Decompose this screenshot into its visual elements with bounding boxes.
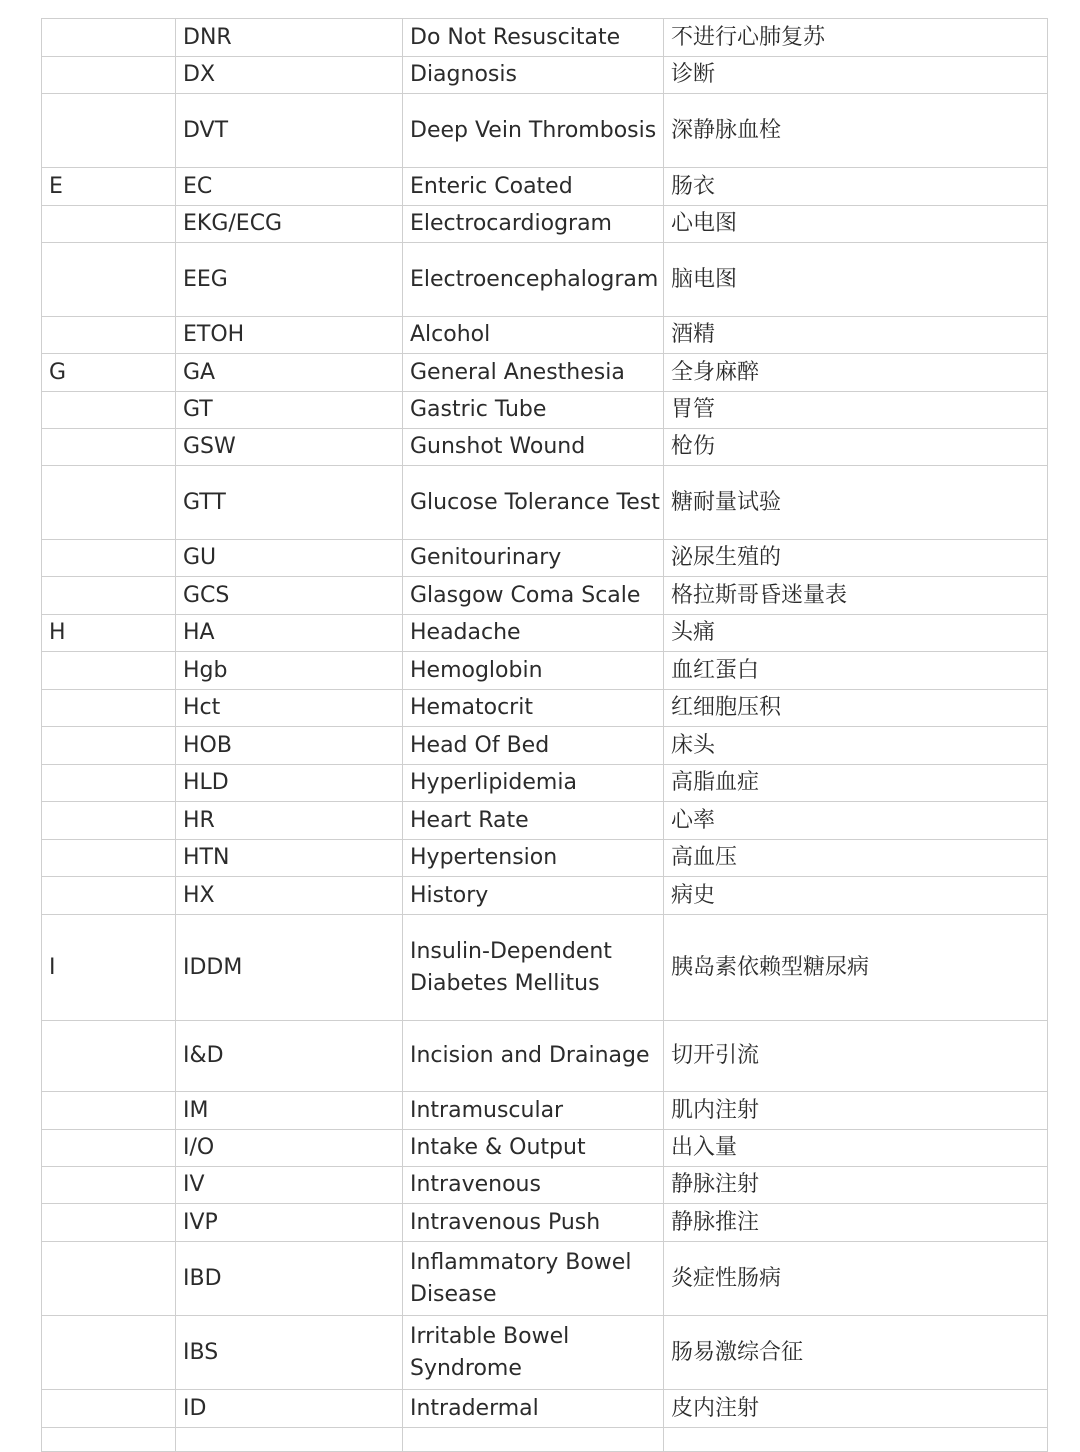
abbreviation-cell: GU [176, 540, 403, 577]
letter-cell [42, 94, 176, 168]
letter-cell [42, 1204, 176, 1242]
letter-cell [42, 317, 176, 354]
chinese-cell: 静脉推注 [664, 1204, 1048, 1242]
chinese-cell: 肠衣 [664, 168, 1048, 206]
abbreviation-cell: HTN [176, 840, 403, 877]
abbreviation-cell: IBD [176, 1242, 403, 1316]
table-row [42, 429, 1048, 466]
table-row [42, 466, 1048, 540]
abbreviation-cell: Hgb [176, 652, 403, 690]
table-row [42, 94, 1048, 168]
letter-cell [42, 802, 176, 840]
chinese-cell: 出入量 [664, 1130, 1048, 1167]
chinese-cell: 糖耐量试验 [664, 466, 1048, 540]
term-cell: Inflammatory Bowel Disease [403, 1242, 664, 1316]
letter-cell [42, 540, 176, 577]
abbreviation-cell: DVT [176, 94, 403, 168]
table-row [42, 915, 1048, 1021]
chinese-cell: 不进行心肺复苏 [664, 19, 1048, 57]
table-row [42, 1390, 1048, 1428]
abbreviation-cell: GT [176, 392, 403, 429]
letter-cell [42, 877, 176, 915]
abbreviation-cell: DX [176, 57, 403, 94]
table-row [42, 57, 1048, 94]
letter-cell [42, 1130, 176, 1167]
abbreviation-cell: DNR [176, 19, 403, 57]
term-cell: Intravenous [403, 1167, 664, 1204]
letter-cell [42, 392, 176, 429]
table-row [42, 727, 1048, 765]
chinese-cell: 病史 [664, 877, 1048, 915]
chinese-cell: 心电图 [664, 206, 1048, 243]
term-cell: Genitourinary [403, 540, 664, 577]
term-cell: History [403, 877, 664, 915]
letter-cell [42, 1021, 176, 1092]
term-cell: Head Of Bed [403, 727, 664, 765]
table-row [42, 615, 1048, 652]
abbreviation-cell: IVP [176, 1204, 403, 1242]
letter-cell [42, 652, 176, 690]
table-row [42, 765, 1048, 802]
chinese-cell: 床头 [664, 727, 1048, 765]
abbreviation-cell: EKG/ECG [176, 206, 403, 243]
letter-cell [42, 1390, 176, 1428]
term-cell: Glucose Tolerance Test [403, 466, 664, 540]
abbreviation-cell: EC [176, 168, 403, 206]
term-cell: Irritable Bowel Syndrome [403, 1316, 664, 1390]
chinese-cell: 全身麻醉 [664, 354, 1048, 392]
table-row [42, 206, 1048, 243]
term-cell: Electrocardiogram [403, 206, 664, 243]
table-row [42, 1316, 1048, 1390]
chinese-cell: 红细胞压积 [664, 690, 1048, 727]
letter-cell: I [42, 915, 176, 1021]
term-cell: Do Not Resuscitate [403, 19, 664, 57]
chinese-cell: 肠易激综合征 [664, 1316, 1048, 1390]
table-row [42, 317, 1048, 354]
abbreviation-cell: GSW [176, 429, 403, 466]
table-row [42, 840, 1048, 877]
abbreviation-cell: I/O [176, 1130, 403, 1167]
letter-cell [42, 1316, 176, 1390]
abbreviation-cell: I&D [176, 1021, 403, 1092]
letter-cell [42, 466, 176, 540]
term-cell: General Anesthesia [403, 354, 664, 392]
term-cell: Electroencephalogram [403, 243, 664, 317]
term-cell: Hypertension [403, 840, 664, 877]
abbreviation-cell: GTT [176, 466, 403, 540]
table-row [42, 1167, 1048, 1204]
table-row [42, 802, 1048, 840]
abbreviation-cell: HX [176, 877, 403, 915]
chinese-cell: 枪伤 [664, 429, 1048, 466]
abbreviation-cell: GA [176, 354, 403, 392]
chinese-cell: 头痛 [664, 615, 1048, 652]
letter-cell [42, 1092, 176, 1130]
term-cell: Incision and Drainage [403, 1021, 664, 1092]
abbreviation-cell: EEG [176, 243, 403, 317]
table-row [42, 577, 1048, 615]
term-cell: Intramuscular [403, 1092, 664, 1130]
chinese-cell: 心率 [664, 802, 1048, 840]
letter-cell [42, 1167, 176, 1204]
term-cell: Heart Rate [403, 802, 664, 840]
abbreviation-cell: GCS [176, 577, 403, 615]
abbreviation-cell: IV [176, 1167, 403, 1204]
chinese-cell: 皮内注射 [664, 1390, 1048, 1428]
abbreviation-cell: HR [176, 802, 403, 840]
term-cell: Deep Vein Thrombosis [403, 94, 664, 168]
term-cell: Gunshot Wound [403, 429, 664, 466]
table-row [42, 19, 1048, 57]
table-row [42, 1021, 1048, 1092]
table-row [42, 540, 1048, 577]
abbreviation-cell: IBS [176, 1316, 403, 1390]
chinese-cell: 高脂血症 [664, 765, 1048, 802]
letter-cell [42, 727, 176, 765]
chinese-cell: 酒精 [664, 317, 1048, 354]
term-cell: Hemoglobin [403, 652, 664, 690]
chinese-cell: 血红蛋白 [664, 652, 1048, 690]
chinese-cell: 高血压 [664, 840, 1048, 877]
table-row [42, 354, 1048, 392]
abbreviation-sheet [41, 18, 1047, 1452]
term-cell: Gastric Tube [403, 392, 664, 429]
table-row [42, 652, 1048, 690]
abbreviation-cell: ETOH [176, 317, 403, 354]
term-cell: Hyperlipidemia [403, 765, 664, 802]
abbreviation-cell: HLD [176, 765, 403, 802]
letter-cell [42, 429, 176, 466]
abbreviation-cell: ID [176, 1390, 403, 1428]
letter-cell: H [42, 615, 176, 652]
table-row [42, 1242, 1048, 1316]
letter-cell [42, 57, 176, 94]
abbreviation-cell: HOB [176, 727, 403, 765]
term-cell: Alcohol [403, 317, 664, 354]
table-row [42, 168, 1048, 206]
chinese-cell: 格拉斯哥昏迷量表 [664, 577, 1048, 615]
abbreviation-table [41, 18, 1048, 1452]
term-cell: Intake & Output [403, 1130, 664, 1167]
letter-cell [42, 19, 176, 57]
table-row [42, 877, 1048, 915]
letter-cell [42, 577, 176, 615]
abbreviation-cell: IM [176, 1092, 403, 1130]
term-cell: Insulin-Dependent Diabetes Mellitus [403, 915, 664, 1021]
letter-cell [42, 206, 176, 243]
chinese-cell: 诊断 [664, 57, 1048, 94]
letter-cell [42, 243, 176, 317]
chinese-cell: 泌尿生殖的 [664, 540, 1048, 577]
term-cell: Diagnosis [403, 57, 664, 94]
abbreviation-cell: IDDM [176, 915, 403, 1021]
table-row [42, 1130, 1048, 1167]
abbreviation-cell: Hct [176, 690, 403, 727]
table-row [42, 1204, 1048, 1242]
chinese-cell: 深静脉血栓 [664, 94, 1048, 168]
letter-cell: E [42, 168, 176, 206]
letter-cell [42, 690, 176, 727]
letter-cell [42, 840, 176, 877]
term-cell: Hematocrit [403, 690, 664, 727]
term-cell: Enteric Coated [403, 168, 664, 206]
abbreviation-cell: HA [176, 615, 403, 652]
table-row [42, 392, 1048, 429]
chinese-cell: 炎症性肠病 [664, 1242, 1048, 1316]
table-row [42, 1092, 1048, 1130]
table-row [42, 243, 1048, 317]
term-cell: Intradermal [403, 1390, 664, 1428]
term-cell: Headache [403, 615, 664, 652]
chinese-cell: 胃管 [664, 392, 1048, 429]
chinese-cell: 切开引流 [664, 1021, 1048, 1092]
table-row [42, 690, 1048, 727]
chinese-cell: 静脉注射 [664, 1167, 1048, 1204]
chinese-cell: 胰岛素依赖型糖尿病 [664, 915, 1048, 1021]
letter-cell: G [42, 354, 176, 392]
letter-cell [42, 765, 176, 802]
chinese-cell: 脑电图 [664, 243, 1048, 317]
term-cell: Intravenous Push [403, 1204, 664, 1242]
chinese-cell: 肌内注射 [664, 1092, 1048, 1130]
term-cell: Glasgow Coma Scale [403, 577, 664, 615]
letter-cell [42, 1242, 176, 1316]
